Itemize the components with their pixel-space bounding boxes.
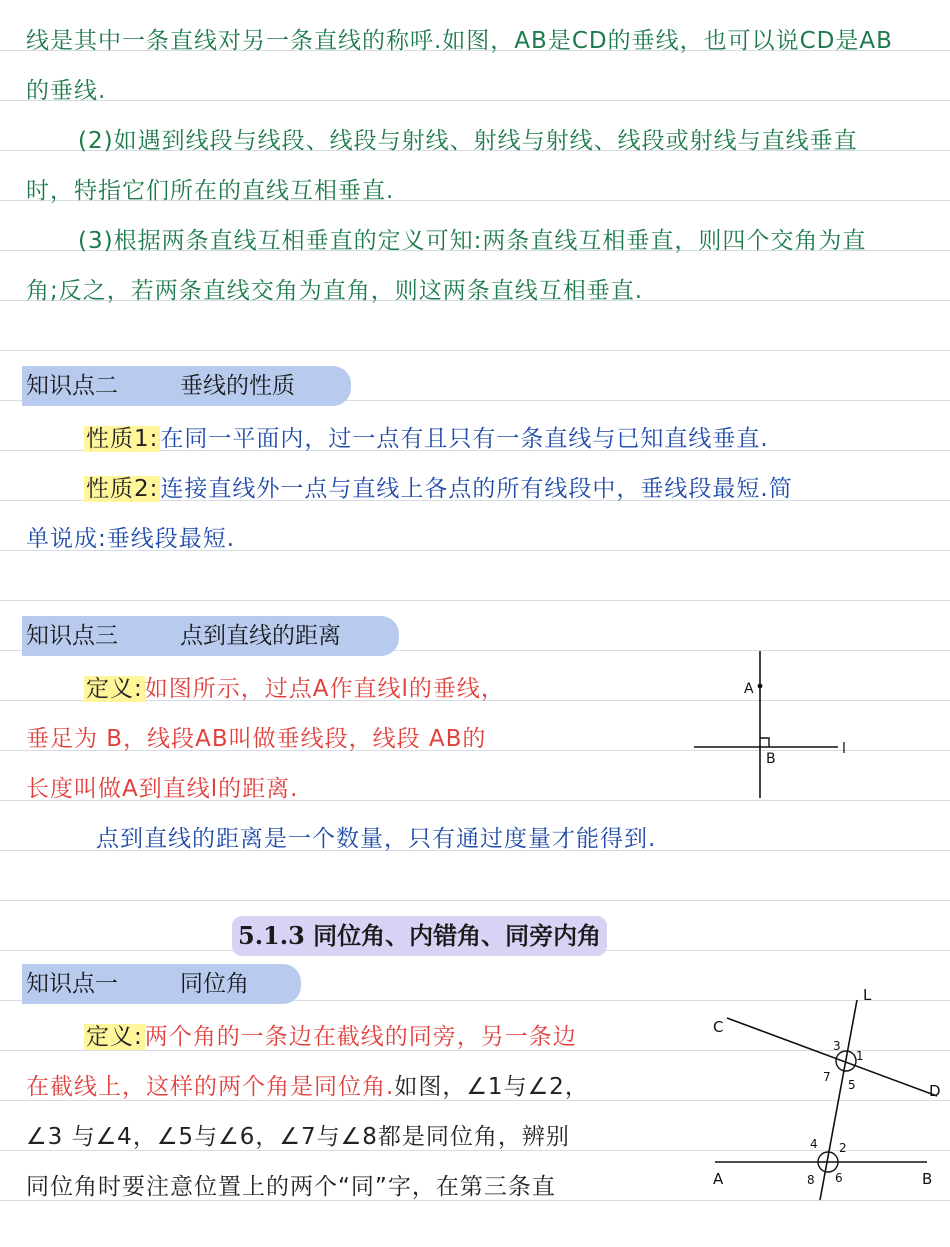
point-b-label: B bbox=[922, 1170, 933, 1188]
kp-title: 垂线的性质 bbox=[180, 373, 295, 399]
angle-3-label: 3 bbox=[833, 1039, 841, 1053]
kp-label: 知识点三 bbox=[26, 623, 118, 649]
text-line: 长度叫做A到直线l的距离. bbox=[26, 776, 299, 802]
point-a-label: A bbox=[713, 1170, 724, 1188]
definition-line bbox=[26, 1072, 589, 1102]
property-2 bbox=[84, 474, 793, 504]
definition-text: 如图所示，过点A作直线l的垂线， bbox=[144, 676, 505, 702]
definition-key: 定义: bbox=[86, 676, 143, 702]
knowledge-point-header bbox=[22, 366, 351, 406]
line-l-label: L bbox=[863, 986, 872, 1004]
angle-5-label: 5 bbox=[848, 1078, 856, 1092]
property-1 bbox=[84, 424, 769, 454]
angle-2-label: 2 bbox=[839, 1141, 847, 1155]
text-line: 的垂线. bbox=[26, 78, 107, 104]
corresponding-angles-figure bbox=[705, 980, 950, 1210]
property-text: 在同一平面内，过一点有且只有一条直线与已知直线垂直. bbox=[160, 426, 769, 452]
text-line: (3)根据两条直线互相垂直的定义可知:两条直线互相垂直，则四个交角为直 bbox=[78, 228, 867, 254]
example-text: 如图，∠1与∠2， bbox=[394, 1074, 589, 1100]
kp-label: 知识点一 bbox=[26, 971, 118, 997]
text-line: ∠3 与∠4，∠5与∠6，∠7与∠8都是同位角，辨别 bbox=[26, 1124, 570, 1150]
definition-text: 在截线上，这样的两个角是同位角. bbox=[26, 1074, 395, 1100]
text-line: 角;反之，若两条直线交角为直角，则这两条直线互相垂直. bbox=[26, 278, 644, 304]
angle-1-label: 1 bbox=[856, 1049, 864, 1063]
definition-line bbox=[84, 1022, 577, 1052]
text-line: 时，特指它们所在的直线互相垂直. bbox=[26, 178, 395, 204]
point-d-label: D bbox=[929, 1082, 941, 1100]
property-text: 连接直线外一点与直线上各点的所有线段中，垂线段最短.简 bbox=[160, 476, 793, 502]
text-line: (2)如遇到线段与线段、线段与射线、射线与射线、线段或射线与直线垂直 bbox=[78, 128, 858, 154]
text-line: 点到直线的距离是一个数量，只有通过度量才能得到. bbox=[96, 826, 657, 852]
point-a-label: A bbox=[744, 681, 754, 697]
kp-label: 知识点二 bbox=[26, 373, 118, 399]
property-key: 性质2: bbox=[86, 476, 159, 502]
point-c-label: C bbox=[713, 1018, 724, 1036]
knowledge-point-header bbox=[22, 616, 399, 656]
text-line: 单说成:垂线段最短. bbox=[26, 526, 236, 552]
angle-8-label: 8 bbox=[807, 1173, 815, 1187]
kp-title: 点到直线的距离 bbox=[180, 623, 341, 649]
definition-line bbox=[84, 674, 505, 704]
definition-text: 两个角的一条边在截线的同旁，另一条边 bbox=[144, 1024, 577, 1050]
angle-7-label: 7 bbox=[823, 1070, 831, 1084]
point-b-label: B bbox=[766, 751, 776, 767]
section-title: 5.1.3 同位角、内错角、同旁内角 bbox=[232, 916, 607, 956]
knowledge-point-header bbox=[22, 964, 301, 1004]
kp-title: 同位角 bbox=[180, 971, 249, 997]
line-l-label: l bbox=[842, 741, 846, 757]
angle-4-label: 4 bbox=[810, 1137, 818, 1151]
text-line: 同位角时要注意位置上的两个“同”字，在第三条直 bbox=[26, 1174, 556, 1200]
text-line: 垂足为 B，线段AB叫做垂线段，线段 AB的 bbox=[26, 726, 487, 752]
definition-key: 定义: bbox=[86, 1024, 143, 1050]
perpendicular-figure bbox=[690, 645, 860, 805]
angle-6-label: 6 bbox=[835, 1171, 843, 1185]
text-line: 线是其中一条直线对另一条直线的称呼.如图，AB是CD的垂线，也可以说CD是AB bbox=[26, 28, 893, 54]
property-key: 性质1: bbox=[86, 426, 159, 452]
